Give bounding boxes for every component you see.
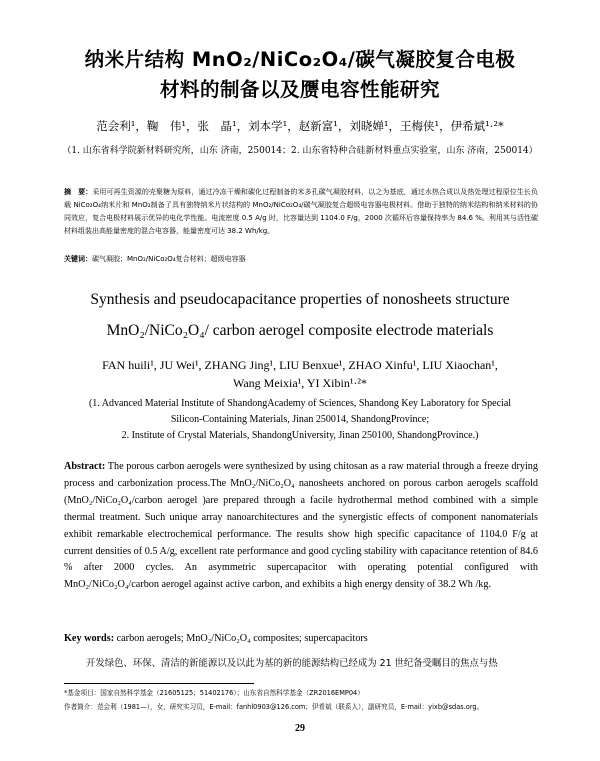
footnote-author-info: 作者简介：范会利（1981—），女，研究实习员，E-mail：fanhl0903@126.com；伊希斌（联系人），副研究员，E-mail：yixb@sdas.org。 [64,703,484,711]
english-abstract-text: The porous carbon aerogels were synthesized by using chitosan as a raw material through a freeze drying process and carbonization process.The MnO₂/NiCo₂O₄ nanosheets anchored on porous carbon aerogels scaffold (MnO₂/NiCo₂O₄/carbon aerogel )are prepared through a facile hydrothermal method combined with a simple thermal treatment. Such unique array nanoarchitectures and the synergistic effects of component nanomaterials exhibit remarkable electrochemical performance. The results show high specific capacitance of 1104.0 F/g at current densities of 0.5 A/g, excellent rate performance and good cycling stability with capacitance retention of 84.6 % after 2000 cycles. An asymmetric supercapacitor with operating potential configured with MnO₂/NiCo₂O₄/carbon aerogel against active carbon, and exhibits a high energy density of 38.2 Wh /kg. [64,461,538,591]
chinese-abstract-text: 采用可再生资源的壳聚糖为原料，通过冷冻干燥和碳化过程制备的米多孔碳气凝胶材料，以之为基底，通过水热合成以及热处理过程原位生长负载 NiCo₂O₄纳米片和 MnO₂制备了具有独特纳米片状结构的 MnO₂/NiCo₂O₄/碳气凝胶复合超级电容器电极材料。借助于独特的纳米结构和纳米材料的协同效应，复合电极材料展示优异的电化学性能。电流密度 0.5 A/g 时，比容量达到 1104.0 F/g，2000 次循环后容量保持率为 84.6 %。利用其与活性碳材料组装出高能量密度的混合电容器，能量密度可达 38.2 Wh/kg。 [64,188,539,235]
chinese-affiliation: （1. 山东省科学院新材料研究所，山东 济南，250014；2. 山东省特种合硅新材料重点实验室，山东 济南，250014） [62,146,538,156]
chinese-keywords-text: 碳气凝胶；MnO₂/NiCo₂O₄复合材料；超级电容器 [92,255,246,263]
page-number: 29 [295,723,305,734]
introduction-first-line: 开发绿色、环保、清洁的新能源以及以此为基的新的能源结构已经成为 21 世纪备受瞩目的焦点与热 [86,658,498,669]
english-title-line-2: MnO₂/NiCo₂O₄/ carbon aerogel composite electrode materials [106,322,494,339]
english-keywords-text: carbon aerogels; MnO₂/NiCo₂O₄ composites; supercapacitors [114,633,368,644]
chinese-title-line-1: 纳米片结构 MnO₂/NiCo₂O₄/碳气凝胶复合电极 [84,48,516,71]
chinese-keywords [64,253,538,266]
english-authors-line-2: Wang Meixia¹, YI Xibin¹·²* [232,376,368,390]
english-affiliation [62,396,538,444]
footnote-funding: *基金项目：国家自然科学基金（21605125；51402176）；山东省自然科学基金（ZR2016EMP04） [64,689,364,697]
english-affiliation-line-3: 2. Institute of Crystal Materials, ShandongUniversity, Jinan 250100, ShandongProvince.) [121,430,479,441]
footnote-divider [64,683,254,684]
english-affiliation-line-1: (1. Advanced Material Institute of ShandongAcademy of Sciences, Shandong Key Laboratory for Special [88,398,512,409]
english-title-line-1: Synthesis and pseudocapacitance properties of nonosheets structure [90,291,510,308]
english-abstract-label: Abstract: [64,461,106,472]
english-abstract [64,459,538,594]
english-keywords-label: Key words: [64,633,115,644]
english-authors-line-1: FAN huili¹, JU Wei¹, ZHANG Jing¹, LIU Benxue¹, ZHAO Xinfu¹, LIU Xiaochan¹, [102,358,498,372]
english-keywords [64,632,538,646]
chinese-keywords-label: 关键词： [64,255,92,263]
chinese-authors: 范会利¹，鞠 伟¹，张 晶¹，刘本学¹，赵新富¹，刘晓婵¹，王梅侠¹，伊希斌¹·²* [96,119,504,133]
chinese-abstract-label: 摘 要： [64,188,93,196]
chinese-title-line-2: 材料的制备以及赝电容性能研究 [159,78,440,101]
english-affiliation-line-2: Silicon-Containing Materials, Jinan 250014, ShandongProvince; [170,414,430,425]
chinese-abstract [64,186,538,238]
